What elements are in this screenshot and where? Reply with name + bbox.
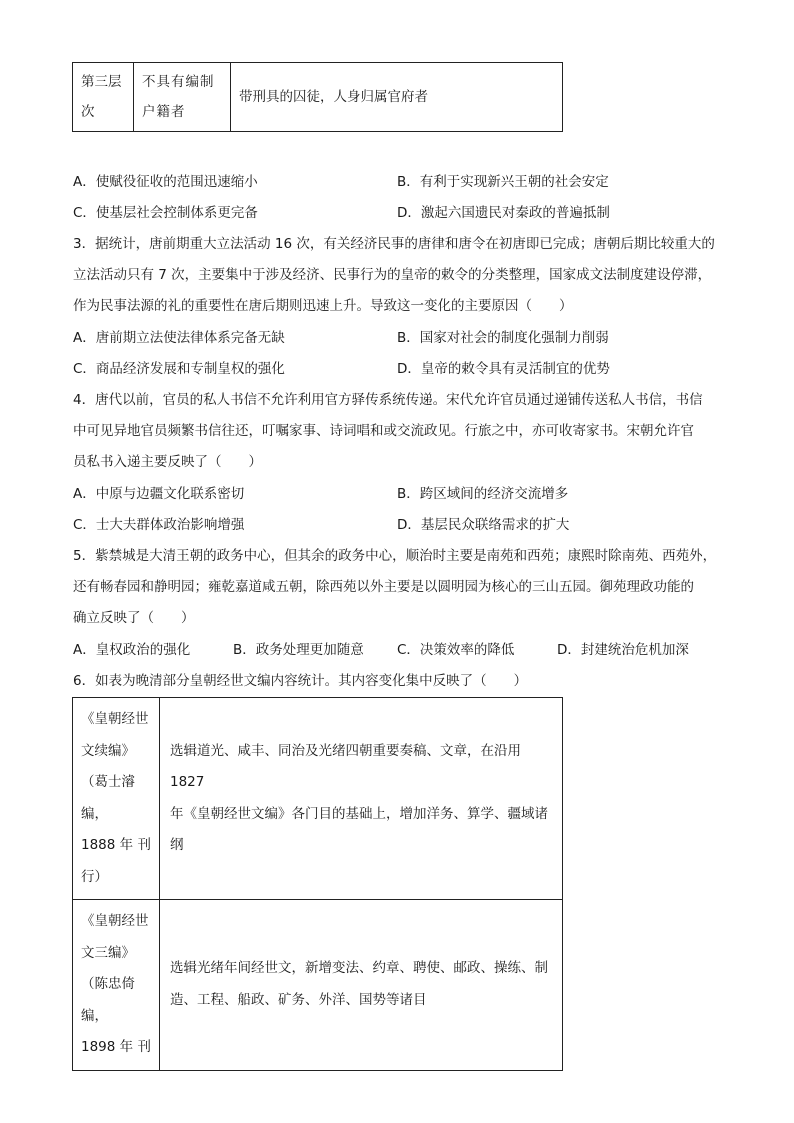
q2-option-b[interactable]: B．有利于实现新兴王朝的社会安定 xyxy=(397,174,609,190)
table-row xyxy=(73,63,563,132)
q5-stem-line2: 还有畅春园和静明园；雍乾嘉道咸五朝，除西苑以外主要是以圆明园为核心的三山五园。御苑理政功能的 xyxy=(73,579,694,595)
q2-option-d[interactable]: D．激起六国遗民对秦政的普遍抵制 xyxy=(397,205,610,221)
q5-stem-line3: 确立反映了（ ） xyxy=(73,610,195,626)
table-cell-desc: 带刑具的囚徒，人身归属官府者 xyxy=(231,63,563,132)
q3-stem-line2: 立法活动只有 7 次，主要集中于涉及经济、民事行为的皇帝的敕令的分类整理，国家成文法制度建设停滞， xyxy=(73,267,712,283)
q3-stem-line3: 作为民事法源的礼的重要性在唐后期则迅速上升。导致这一变化的主要原因（ ） xyxy=(73,298,573,314)
q4-option-d[interactable]: D．基层民众联络需求的扩大 xyxy=(397,517,570,533)
source-line: 文续编》 xyxy=(81,742,135,759)
desc-line: 年《皇朝经世文编》各门目的基础上，增加洋务、算学、疆域诸 xyxy=(170,805,548,822)
q5-option-d[interactable]: D．封建统治危机加深 xyxy=(557,642,689,658)
desc-line: 选辑光绪年间经世文，新增变法、约章、聘使、邮政、操练、制 xyxy=(170,960,548,977)
source-line: （葛士濬编， xyxy=(81,774,135,822)
q3-option-b[interactable]: B．国家对社会的制度化强制力削弱 xyxy=(397,330,609,346)
table-row xyxy=(73,900,563,1071)
q3-option-c[interactable]: C．商品经济发展和专制皇权的强化 xyxy=(73,361,285,377)
source-line: 1888 年 刊 xyxy=(81,837,151,853)
q3-stem-line1: 3．据统计，唐前期重大立法活动 16 次，有关经济民事的唐律和唐令在初唐即已完成；唐朝后期比较重大的 xyxy=(73,236,715,252)
q5-option-c[interactable]: C．决策效率的降低 xyxy=(397,642,515,658)
social-stratum-table xyxy=(72,62,563,132)
q5-stem-line1: 5．紫禁城是大清王朝的政务中心，但其余的政务中心，顺治时主要是南苑和西苑；康熙时除南苑、西苑外， xyxy=(73,548,717,564)
q2-option-a[interactable]: A．使赋役征收的范围迅速缩小 xyxy=(73,174,258,190)
table-cell-source xyxy=(73,698,160,900)
source-line: 《皇朝经世 xyxy=(81,913,149,929)
q6-table xyxy=(72,697,563,1071)
table-row xyxy=(73,698,563,900)
source-line: 文三编》 xyxy=(81,944,135,961)
source-line: 1898 年 刊 xyxy=(81,1039,151,1055)
q3-option-d[interactable]: D．皇帝的敕令具有灵活制宜的优势 xyxy=(397,361,610,377)
desc-line: 造、工程、船政、矿务、外洋、国势等诸目 xyxy=(170,991,427,1008)
q4-stem-line2: 中可见异地官员频繁书信往还，叮嘱家事、诗词唱和或交流政见。行旅之中，亦可收寄家书。宋朝允许官 xyxy=(73,423,694,439)
q4-option-b[interactable]: B．跨区域间的经济交流增多 xyxy=(397,486,569,502)
q3-option-a[interactable]: A．唐前期立法使法律体系完备无缺 xyxy=(73,330,285,346)
q4-stem-line1: 4．唐代以前，官员的私人书信不允许利用官方驿传系统传递。宋代允许官员通过递铺传送私人书信，书信 xyxy=(73,392,703,408)
table-cell-level: 第三层次 xyxy=(73,63,134,132)
q2-option-c[interactable]: C．使基层社会控制体系更完备 xyxy=(73,205,258,221)
q4-option-a[interactable]: A．中原与边疆文化联系密切 xyxy=(73,486,245,502)
q4-stem-line3: 员私书入递主要反映了（ ） xyxy=(73,454,262,470)
table-cell-household: 不具有编制户籍者 xyxy=(134,63,231,132)
desc-line: 选辑道光、咸丰、同治及光绪四朝重要奏稿、文章，在沿用 1827 xyxy=(170,742,521,790)
table-cell-source xyxy=(73,900,160,1071)
q4-option-c[interactable]: C．士大夫群体政治影响增强 xyxy=(73,517,245,533)
table-cell-desc xyxy=(160,900,563,1071)
q6-stem: 6．如表为晚清部分皇朝经世文编内容统计。其内容变化集中反映了（ ） xyxy=(73,673,528,689)
source-line: 《皇朝经世 xyxy=(81,711,149,727)
q5-option-a[interactable]: A．皇权政治的强化 xyxy=(73,642,191,658)
source-line: （陈忠倚编， xyxy=(81,976,135,1024)
table-cell-desc xyxy=(160,698,563,900)
desc-line: 纲 xyxy=(170,837,184,853)
q5-option-b[interactable]: B．政务处理更加随意 xyxy=(233,642,364,658)
source-line: 行） xyxy=(81,868,108,885)
